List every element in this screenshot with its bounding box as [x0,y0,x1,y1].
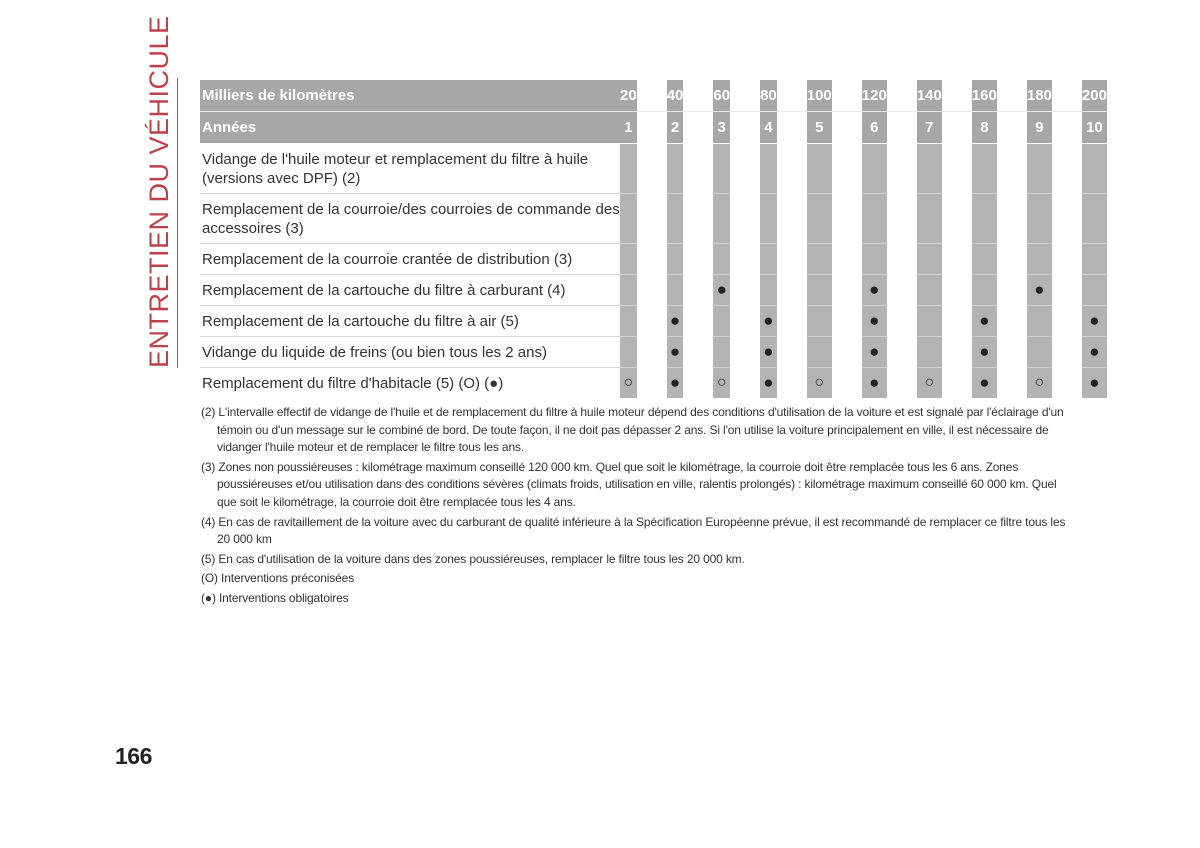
schedule-cell [972,244,997,275]
column-spacer [942,144,972,194]
km-header-cell: 100 [807,80,832,112]
column-spacer [777,368,807,399]
km-header-cell: 120 [862,80,887,112]
schedule-cell [972,144,997,194]
column-spacer [887,112,917,144]
required-mark: ● [862,337,887,368]
schedule-cell [620,275,637,306]
column-spacer [1052,144,1082,194]
column-spacer [730,368,760,399]
table-row [200,244,1137,275]
year-header-cell: 1 [620,112,637,144]
schedule-cell [917,275,942,306]
schedule-cell [713,337,730,368]
schedule-cell [1082,275,1107,306]
required-mark: ● [1082,337,1107,368]
column-spacer [1052,368,1082,399]
row-label: Vidange de l'huile moteur et remplacement du filtre à huile (versions avec DPF) (2) [200,144,620,194]
required-mark: ● [1027,275,1052,306]
schedule-cell [667,144,684,194]
column-spacer [777,337,807,368]
km-header-cell: 140 [917,80,942,112]
column-spacer [997,368,1027,399]
schedule-cell [667,194,684,244]
section-title: ENTRETIEN DU VÉHICULE [144,15,174,368]
column-spacer [777,275,807,306]
schedule-cell [620,244,637,275]
schedule-cell [917,144,942,194]
column-spacer [997,112,1027,144]
column-spacer [637,244,667,275]
column-spacer [730,275,760,306]
required-mark: ● [667,306,684,337]
schedule-cell [917,194,942,244]
column-spacer [683,194,713,244]
column-spacer [637,337,667,368]
year-header-label: Années [200,112,620,144]
column-spacer [942,112,972,144]
column-spacer [730,244,760,275]
year-header-cell: 8 [972,112,997,144]
column-spacer [1052,306,1082,337]
km-header-cell: 180 [1027,80,1052,112]
required-mark: ● [713,275,730,306]
column-spacer [683,337,713,368]
schedule-cell [1082,244,1107,275]
column-spacer [683,80,713,112]
table-row [200,194,1137,244]
schedule-cell [667,244,684,275]
recommended-mark: ○ [917,368,942,399]
page-number: 166 [115,743,152,769]
recommended-mark: ○ [807,368,832,399]
column-spacer [777,80,807,112]
schedule-cell [862,144,887,194]
header-years-row [200,112,1137,144]
footnote: (2) L'intervalle effectif de vidange de l'huile et de remplacement du filtre à huile moteur dépend des conditions d'utilisation de la voiture et est signalé par l'éclairage d'un témoin ou d'un message sur le combiné de bord. De toute façon, il ne doit pas dépasser 2 ans. Si l'on utilise la voiture principalement en ville, il est nécessaire de vidanger l'huile moteur et de remplacer le filtre tous les ans. [201,405,1064,455]
column-spacer [637,112,667,144]
table-row [200,337,1137,368]
column-spacer [832,275,862,306]
column-spacer [997,194,1027,244]
column-spacer [637,194,667,244]
column-spacer [942,275,972,306]
header-km-row [200,80,1137,112]
column-spacer [683,368,713,399]
required-mark: ● [972,368,997,399]
column-spacer [730,112,760,144]
schedule-cell [917,337,942,368]
schedule-cell [667,275,684,306]
column-spacer [887,306,917,337]
required-mark: ● [760,368,777,399]
column-spacer [777,194,807,244]
schedule-cell [862,244,887,275]
column-spacer [942,306,972,337]
table-row [200,368,1137,399]
schedule-cell [972,275,997,306]
column-spacer [730,194,760,244]
year-header-cell: 10 [1082,112,1107,144]
row-label: Remplacement de la cartouche du filtre à carburant (4) [200,275,620,306]
required-mark: ● [972,337,997,368]
km-header-cell: 40 [667,80,684,112]
footnote: (●) Interventions obligatoires [201,590,349,605]
schedule-cell [917,244,942,275]
recommended-mark: ○ [1027,368,1052,399]
column-spacer [942,80,972,112]
required-mark: ● [862,306,887,337]
schedule-cell [1027,337,1052,368]
column-spacer [887,337,917,368]
schedule-cell [620,194,637,244]
column-spacer [637,368,667,399]
schedule-cell [760,275,777,306]
column-spacer [637,275,667,306]
schedule-cell [807,244,832,275]
maintenance-schedule-table [200,80,1137,398]
column-spacer [832,144,862,194]
column-spacer [887,244,917,275]
year-header-cell: 2 [667,112,684,144]
column-spacer [777,144,807,194]
column-spacer [887,144,917,194]
row-label: Remplacement du filtre d'habitacle (5) (O) (●) [200,368,620,399]
footnote: (3) Zones non poussiéreuses : kilométrage maximum conseillé 120 000 km. Quel que soit le kilométrage, la courroie doit être remplacée tous les 6 ans. Zones poussiéreuses et/ou utilisation dans des conditions sévères (climats froids, utilisation en ville, ralentis prolongés) : kilométrage maximum conseillé 60 000 km. Quel que soit le kilométrage, la courroie doit être remplacée tous les 4 ans. [201,459,1057,509]
schedule-cell [1082,194,1107,244]
footnote: (4) En cas de ravitaillement de la voiture avec du carburant de qualité inférieure à la Spécification Européenne prévue, il est recommandé de remplacer ce filtre tous les 20 000 km [201,514,1066,547]
km-header-cell: 160 [972,80,997,112]
schedule-cell [760,194,777,244]
table-row [200,144,1137,194]
column-spacer [832,337,862,368]
table-row [200,275,1137,306]
schedule-cell [807,275,832,306]
km-header-cell: 60 [713,80,730,112]
column-spacer [832,80,862,112]
km-header-cell: 200 [1082,80,1107,112]
schedule-cell [807,144,832,194]
column-spacer [887,80,917,112]
column-spacer [777,244,807,275]
schedule-cell [1027,144,1052,194]
year-header-cell: 7 [917,112,942,144]
year-header-cell: 5 [807,112,832,144]
schedule-cell [807,337,832,368]
column-spacer [683,144,713,194]
year-header-cell: 4 [760,112,777,144]
schedule-cell [620,337,637,368]
schedule-cell [807,194,832,244]
column-spacer [1052,112,1082,144]
column-spacer [832,368,862,399]
column-spacer [997,80,1027,112]
schedule-cell [713,144,730,194]
schedule-cell [620,144,637,194]
row-label: Vidange du liquide de freins (ou bien tous les 2 ans) [200,337,620,368]
column-spacer [887,368,917,399]
section-divider [177,78,178,368]
column-spacer [730,80,760,112]
column-spacer [997,275,1027,306]
column-spacer [1052,80,1082,112]
column-spacer [942,337,972,368]
schedule-cell [972,194,997,244]
schedule-cell [713,244,730,275]
year-header-cell: 3 [713,112,730,144]
row-label: Remplacement de la courroie crantée de distribution (3) [200,244,620,275]
column-spacer [637,80,667,112]
required-mark: ● [1082,368,1107,399]
column-spacer [832,112,862,144]
column-spacer [832,306,862,337]
schedule-cell [1027,306,1052,337]
km-header-cell: 80 [760,80,777,112]
column-spacer [887,275,917,306]
required-mark: ● [862,368,887,399]
row-label: Remplacement de la cartouche du filtre à air (5) [200,306,620,337]
km-header-cell: 20 [620,80,637,112]
required-mark: ● [862,275,887,306]
column-spacer [1052,337,1082,368]
schedule-cell [862,194,887,244]
year-header-cell: 6 [862,112,887,144]
required-mark: ● [972,306,997,337]
footnote: (5) En cas d'utilisation de la voiture dans des zones poussiéreuses, remplacer le filtre tous les 20 000 km. [201,551,745,566]
column-spacer [730,306,760,337]
column-spacer [942,368,972,399]
required-mark: ● [1082,306,1107,337]
required-mark: ● [760,337,777,368]
column-spacer [683,244,713,275]
schedule-cell [713,194,730,244]
column-spacer [730,337,760,368]
table-row [200,306,1137,337]
column-spacer [887,194,917,244]
column-spacer [942,194,972,244]
footnotes [201,404,1067,610]
year-header-cell: 9 [1027,112,1052,144]
schedule-cell [760,144,777,194]
schedule-cell [1027,194,1052,244]
column-spacer [777,112,807,144]
column-spacer [777,306,807,337]
schedule-cell [760,244,777,275]
schedule-cell [807,306,832,337]
column-spacer [637,306,667,337]
schedule-cell [1027,244,1052,275]
required-mark: ● [667,368,684,399]
column-spacer [997,337,1027,368]
column-spacer [683,112,713,144]
column-spacer [997,144,1027,194]
schedule-cell [1082,144,1107,194]
column-spacer [683,306,713,337]
schedule-cell [917,306,942,337]
column-spacer [832,194,862,244]
column-spacer [637,144,667,194]
km-header-label: Milliers de kilomètres [200,80,620,112]
column-spacer [997,306,1027,337]
column-spacer [997,244,1027,275]
column-spacer [1052,194,1082,244]
required-mark: ● [667,337,684,368]
column-spacer [1052,275,1082,306]
column-spacer [832,244,862,275]
schedule-cell [713,306,730,337]
column-spacer [683,275,713,306]
recommended-mark: ○ [620,368,637,399]
row-label: Remplacement de la courroie/des courroies de commande des accessoires (3) [200,194,620,244]
recommended-mark: ○ [713,368,730,399]
column-spacer [730,144,760,194]
footnote: (O) Interventions préconisées [201,571,355,586]
required-mark: ● [760,306,777,337]
column-spacer [942,244,972,275]
column-spacer [1052,244,1082,275]
schedule-cell [620,306,637,337]
